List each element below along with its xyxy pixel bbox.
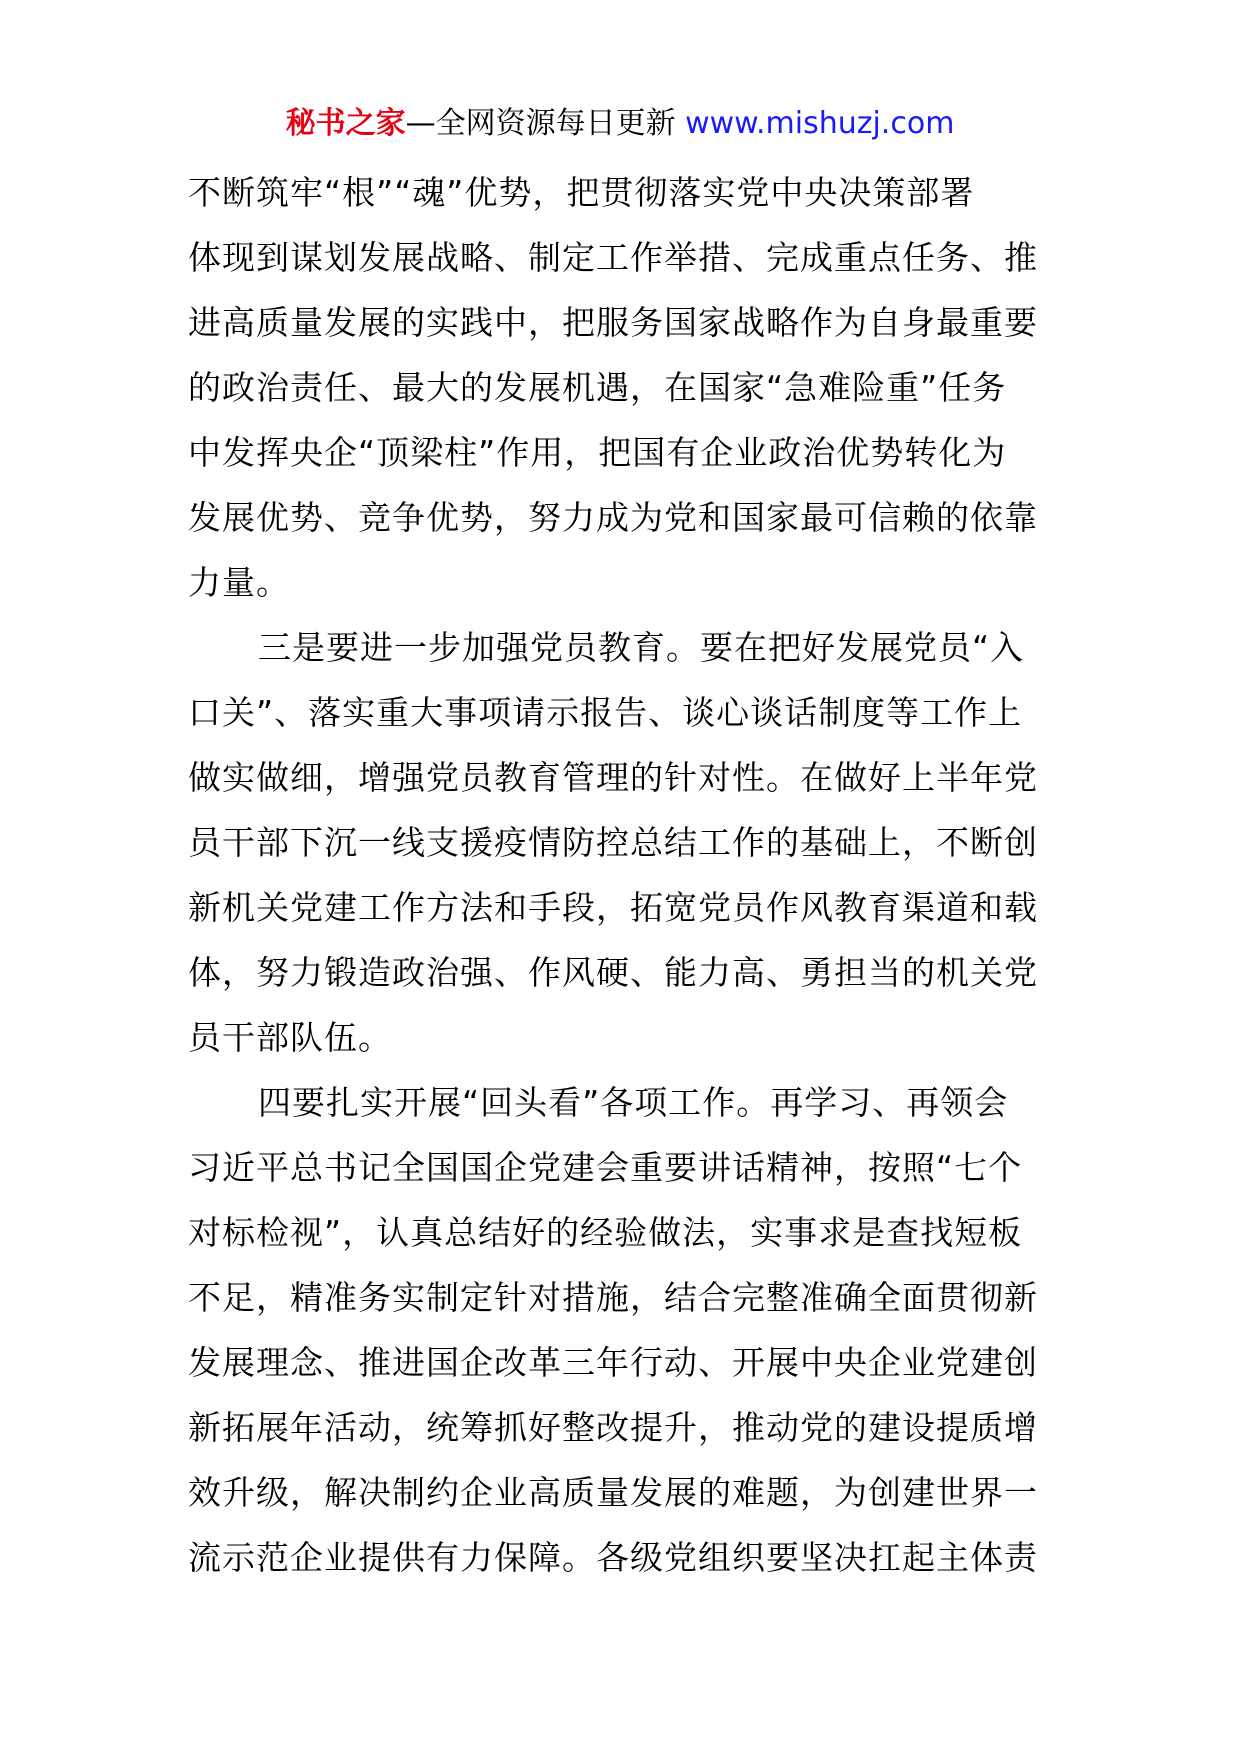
site-brand: 秘书之家 xyxy=(285,106,406,141)
paragraph-1 xyxy=(188,160,1058,615)
text-line: 不足，精准务实制定针对措施，结合完整准确全面贯彻新 xyxy=(188,1278,1038,1317)
text-line: 新拓展年活动，统筹抓好整改提升，推动党的建设提质增 xyxy=(188,1408,1038,1447)
text-line: 对标检视”，认真总结好的经验做法，实事求是查找短板 xyxy=(188,1213,1023,1252)
text-line: 四要扎实开展“回头看”各项工作。再学习、再领会 xyxy=(258,1083,1009,1122)
site-url: www.mishuzj.com xyxy=(675,106,955,141)
text-line: 习近平总书记全国国企党建会重要讲话精神，按照“七个 xyxy=(188,1148,1023,1187)
paragraph-2 xyxy=(188,615,1058,1070)
page-header xyxy=(0,104,1240,144)
text-line: 体，努力锻造政治强、作风硬、能力高、勇担当的机关党 xyxy=(188,953,1038,992)
text-line: 流示范企业提供有力保障。各级党组织要坚决扛起主体责 xyxy=(188,1538,1038,1577)
text-line: 口关”、落实重大事项请示报告、谈心谈话制度等工作上 xyxy=(188,693,1023,732)
text-line: 员干部下沉一线支援疫情防控总结工作的基础上，不断创 xyxy=(188,823,1038,862)
text-line: 三是要进一步加强党员教育。要在把好发展党员“入 xyxy=(258,628,1025,667)
text-line: 的政治责任、最大的发展机遇，在国家“急难险重”任务 xyxy=(188,368,1007,407)
text-line: 新机关党建工作方法和手段，拓宽党员作风教育渠道和载 xyxy=(188,888,1038,927)
text-line: 效升级，解决制约企业高质量发展的难题，为创建世界一 xyxy=(188,1473,1038,1512)
text-line: 发展理念、推进国企改革三年行动、开展中央企业党建创 xyxy=(188,1343,1038,1382)
text-line: 做实做细，增强党员教育管理的针对性。在做好上半年党 xyxy=(188,758,1038,797)
text-line: 力量。 xyxy=(188,563,290,602)
paragraph-3 xyxy=(188,1070,1058,1590)
site-slogan: —全网资源每日更新 xyxy=(405,106,676,141)
text-line: 体现到谋划发展战略、制定工作举措、完成重点任务、推 xyxy=(188,238,1038,277)
text-line: 不断筑牢“根”“魂”优势，把贯彻落实党中央决策部署 xyxy=(188,173,975,212)
text-line: 员干部队伍。 xyxy=(188,1018,392,1057)
text-line: 发展优势、竞争优势，努力成为党和国家最可信赖的依靠 xyxy=(188,498,1038,537)
text-line: 中发挥央企“顶梁柱”作用，把国有企业政治优势转化为 xyxy=(188,433,1007,472)
text-line: 进高质量发展的实践中，把服务国家战略作为自身最重要 xyxy=(188,303,1038,342)
document-body xyxy=(188,160,1058,1590)
